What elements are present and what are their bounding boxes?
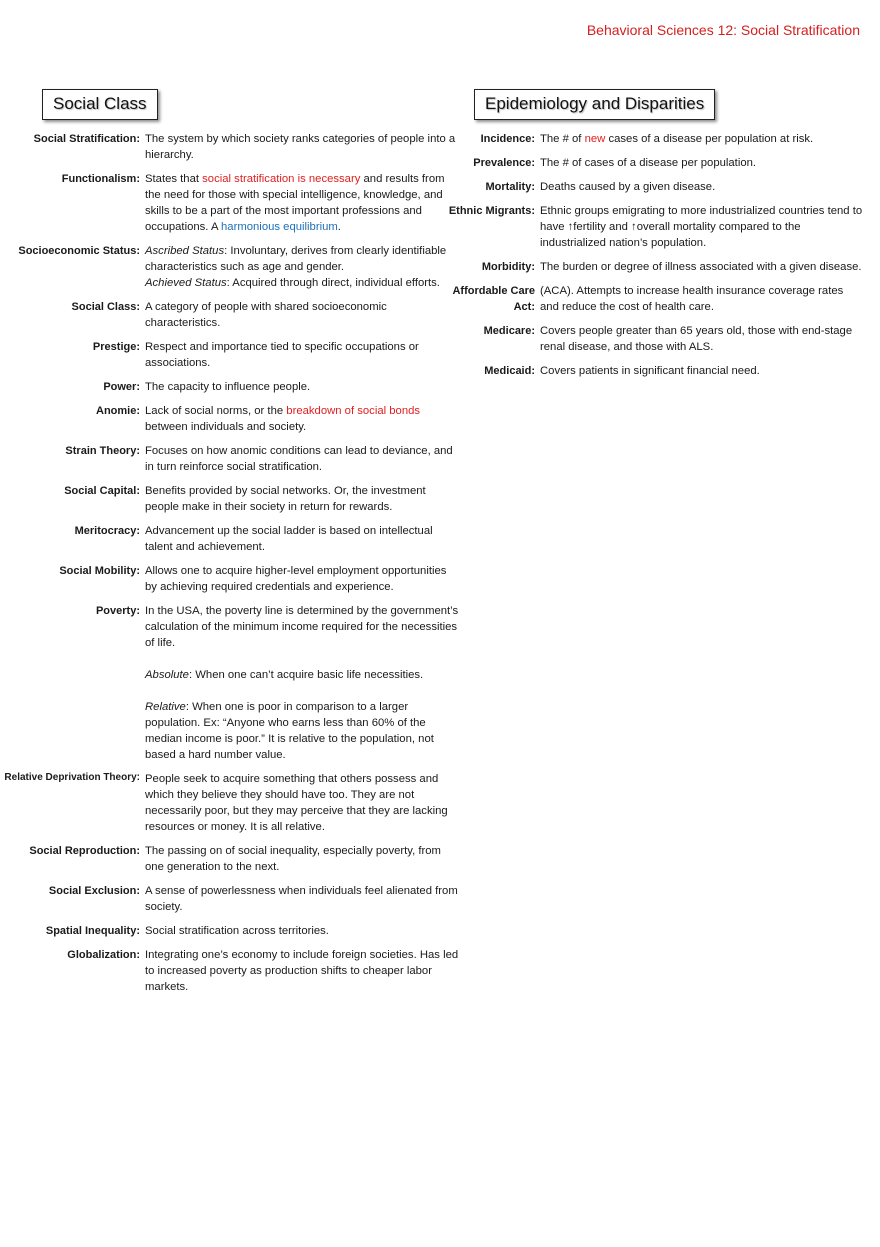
term-label: Prestige: <box>92 341 140 353</box>
definition-text: Lack of social norms, or the <box>145 405 287 417</box>
entry-globalization <box>0 947 460 995</box>
achieved-status-label: Achieved Status <box>145 277 227 289</box>
term-label: Socioeconomic Status: <box>18 245 140 257</box>
entry-meritocracy <box>0 523 460 555</box>
term-definition: Covers patients in significant financial need. <box>540 365 760 377</box>
term-label: Medicaid: <box>484 365 535 377</box>
relative-poverty-label: Relative <box>145 701 186 713</box>
term-definition: Covers people greater than 65 years old, those with end-stage renal disease, and those with ALS. <box>540 325 853 353</box>
term-label: Affordable Care Act: <box>452 285 535 313</box>
entry-ethnic-migrants <box>440 203 865 251</box>
definition-text: . <box>337 221 341 233</box>
term-label: Poverty: <box>95 605 140 617</box>
term-definition: The passing on of social inequality, especially poverty, from one generation to the next. <box>145 845 441 873</box>
highlight-blue: harmonious equilibrium <box>221 221 338 233</box>
section-title-social-class: Social Class <box>42 89 158 120</box>
entry-socioeconomic-status <box>0 243 460 291</box>
term-label: Globalization: <box>67 949 140 961</box>
entry-functionalism <box>0 171 460 235</box>
term-definition: The capacity to influence people. <box>145 381 311 393</box>
entry-morbidity <box>440 259 865 275</box>
term-definition: A category of people with shared socioeconomic characteristics. <box>145 301 387 329</box>
term-definition: Ethnic groups emigrating to more industrialized countries tend to have ↑fertility and ↑overall mortality compared to the industrialized nation’s population. <box>540 205 863 249</box>
page-header-title: Behavioral Sciences 12: Social Stratification <box>586 22 860 38</box>
term-label: Social Capital: <box>64 485 140 497</box>
entry-affordable-care-act <box>440 283 865 315</box>
definition-text: between individuals and society. <box>145 421 307 433</box>
term-definition: A sense of powerlessness when individuals feel alienated from society. <box>145 885 458 913</box>
entry-mortality <box>440 179 865 195</box>
term-label: Social Reproduction: <box>29 845 140 857</box>
entry-anomie <box>0 403 460 435</box>
entry-incidence <box>440 131 865 147</box>
term-definition: Respect and importance tied to specific occupations or associations. <box>145 341 419 369</box>
term-definition: Allows one to acquire higher-level employment opportunities by achieving required credentials and experience. <box>145 565 447 593</box>
term-label: Morbidity: <box>481 261 535 273</box>
entry-relative-deprivation-theory <box>0 771 460 835</box>
definition-text: States that <box>145 173 203 185</box>
entry-social-reproduction <box>0 843 460 875</box>
entry-social-class <box>0 299 460 331</box>
definition-text: cases of a disease per population at risk. <box>605 133 814 145</box>
definition-text: : Involuntary, derives from clearly identifiable characteristics such as age and gender. <box>145 245 447 273</box>
absolute-poverty-label: Absolute <box>145 669 189 681</box>
term-definition: The burden or degree of illness associated with a given disease. <box>540 261 862 273</box>
term-definition: (ACA). Attempts to increase health insurance coverage rates and reduce the cost of health care. <box>540 285 844 313</box>
entry-spatial-inequality <box>0 923 460 939</box>
definition-text: : When one is poor in comparison to a larger population. Ex: “Anyone who earns less than 60% of the median income is poor.” It is relative to the population, not based a hard number value. <box>145 701 434 761</box>
term-label: Functionalism: <box>61 173 140 185</box>
term-definition: Integrating one’s economy to include foreign societies. Has led to increased poverty as production shifts to cheaper labor markets. <box>145 949 459 993</box>
social-class-list <box>0 131 460 1003</box>
entry-social-stratification <box>0 131 460 163</box>
entry-social-mobility <box>0 563 460 595</box>
term-label: Social Stratification: <box>33 133 140 145</box>
term-definition: The # of cases of a disease per population. <box>540 157 757 169</box>
definition-text: and results from the need for those with special intelligence, knowledge, and skills to be a part of the most important professions and occupations. A <box>145 173 445 233</box>
highlight-red: new <box>584 133 606 145</box>
term-definition: The system by which society ranks categories of people into a hierarchy. <box>145 133 456 161</box>
term-definition <box>145 171 460 235</box>
entry-social-capital <box>0 483 460 515</box>
term-label: Anomie: <box>96 405 140 417</box>
term-definition: Deaths caused by a given disease. <box>540 181 716 193</box>
term-definition: People seek to acquire something that others possess and which they believe they should have too. They are not necessarily poor, but they may perceive that they are lacking resources or money. It is all relative. <box>145 773 448 833</box>
term-definition: Benefits provided by social networks. Or, the investment people make in their society in return for rewards. <box>145 485 426 513</box>
definition-text: The # of <box>540 133 585 145</box>
definition-text: : When one can’t acquire basic life necessities. <box>188 669 424 681</box>
term-label: Ethnic Migrants: <box>448 205 535 217</box>
highlight-red: social stratification is necessary <box>202 173 361 185</box>
entry-social-exclusion <box>0 883 460 915</box>
term-label: Prevalence: <box>473 157 535 169</box>
term-label: Mortality: <box>485 181 535 193</box>
entry-poverty <box>0 603 460 763</box>
definition-text: In the USA, the poverty line is determined by the government’s calculation of the minimum income required for the necessities of life. <box>145 605 459 649</box>
term-definition <box>145 403 460 435</box>
entry-medicare <box>440 323 865 355</box>
entry-strain-theory <box>0 443 460 475</box>
entry-prevalence <box>440 155 865 171</box>
term-label: Incidence: <box>480 133 535 145</box>
term-label: Social Class: <box>71 301 140 313</box>
term-label: Social Exclusion: <box>48 885 140 897</box>
term-label: Social Mobility: <box>59 565 140 577</box>
entry-prestige <box>0 339 460 371</box>
entry-power <box>0 379 460 395</box>
term-label: Medicare: <box>483 325 535 337</box>
term-definition: Advancement up the social ladder is based on intellectual talent and achievement. <box>145 525 433 553</box>
ascribed-status-label: Ascribed Status <box>145 245 225 257</box>
term-definition <box>145 243 460 291</box>
term-label: Relative Deprivation Theory: <box>4 772 140 783</box>
definition-text: : Acquired through direct, individual efforts. <box>226 277 440 289</box>
term-definition <box>540 131 865 147</box>
entry-medicaid <box>440 363 865 379</box>
epidemiology-list <box>440 131 865 387</box>
term-label: Strain Theory: <box>65 445 140 457</box>
term-definition: Social stratification across territories. <box>145 925 329 937</box>
highlight-red: breakdown of social bonds <box>286 405 421 417</box>
term-label: Power: <box>103 381 140 393</box>
term-definition: Focuses on how anomic conditions can lead to deviance, and in turn reinforce social stratification. <box>145 445 453 473</box>
section-title-epidemiology: Epidemiology and Disparities <box>474 89 715 120</box>
term-label: Spatial Inequality: <box>45 925 140 937</box>
term-label: Meritocracy: <box>74 525 140 537</box>
term-definition <box>145 603 460 763</box>
